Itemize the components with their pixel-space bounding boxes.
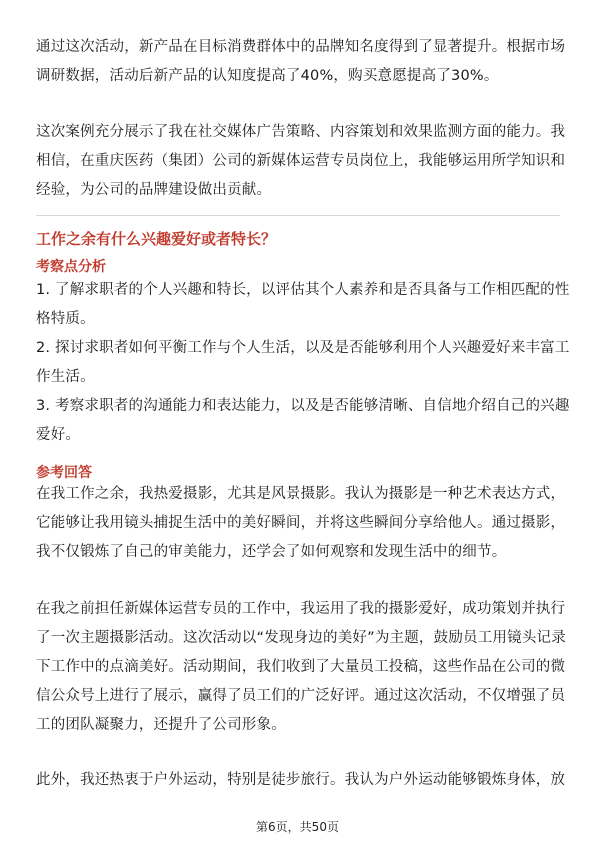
list-item: 作生活。 (36, 369, 95, 385)
answer-label: 参考回答 (36, 465, 92, 481)
text-line: 通过这次活动，新产品在目标消费群体中的品牌知名度得到了显著提升。根据市场 (36, 39, 566, 55)
list-item: 2. 探讨求职者如何平衡工作与个人生活，以及是否能够利用个人兴趣爱好来丰富工 (36, 340, 570, 356)
analysis-list (36, 276, 570, 450)
text-line: 信公众号上进行了展示，赢得了员工们的广泛好评。通过这次活动，不仅增强了员 (36, 688, 566, 704)
answer-label-block (36, 462, 560, 482)
intro-paragraph-1 (36, 33, 566, 91)
text-line: 在我之前担任新媒体运营专员的工作中，我运用了我的摄影爱好，成功策划并执行 (36, 601, 566, 617)
list-item: 3. 考察求职者的沟通能力和表达能力，以及是否能够清晰、自信地介绍自己的兴趣 (36, 398, 570, 414)
text-line: 工的团队凝聚力，还提升了公司形象。 (36, 717, 286, 733)
question-heading-block (36, 228, 560, 249)
section-divider (36, 215, 560, 216)
answer-paragraph-1 (36, 480, 566, 567)
text-line: 相信，在重庆医药（集团）公司的新媒体运营专员岗位上，我能够运用所学知识和 (36, 153, 566, 169)
text-line: 它能够让我用镜头捕捉生活中的美好瞬间，并将这些瞬间分享给他人。通过摄影， (36, 515, 566, 531)
text-line: 调研数据，活动后新产品的认知度提高了40%，购买意愿提高了30%。 (36, 68, 499, 84)
analysis-label: 考察点分析 (36, 259, 106, 275)
question-title: 工作之余有什么兴趣爱好或者特长？ (36, 230, 277, 248)
text-line: 经验，为公司的品牌建设做出贡献。 (36, 182, 272, 198)
page-number: 第6页，共50页 (256, 820, 339, 834)
list-item: 1. 了解求职者的个人兴趣和特长，以评估其个人素养和是否具备与工作相匹配的性 (36, 282, 570, 298)
text-line: 下工作中的点滴美好。活动期间，我们收到了大量员工投稿，这些作品在公司的微 (36, 659, 566, 675)
text-line: 这次案例充分展示了我在社交媒体广告策略、内容策划和效果监测方面的能力。我 (36, 124, 566, 140)
list-item: 爱好。 (36, 427, 81, 443)
text-line: 了一次主题摄影活动。这次活动以“发现身边的美好”为主题，鼓励员工用镜头记录 (36, 630, 566, 646)
text-line: 在我工作之余，我热爱摄影，尤其是风景摄影。我认为摄影是一种艺术表达方式， (36, 486, 566, 502)
answer-paragraph-2 (36, 595, 566, 740)
answer-paragraph-3 (36, 766, 566, 795)
list-item: 格特质。 (36, 311, 95, 327)
text-line: 此外，我还热衷于户外运动，特别是徒步旅行。我认为户外运动能够锻炼身体，放 (36, 772, 566, 788)
text-line: 我不仅锻炼了自己的审美能力，还学会了如何观察和发现生活中的细节。 (36, 544, 507, 560)
analysis-label-block (36, 256, 560, 276)
intro-paragraph-2 (36, 118, 566, 205)
